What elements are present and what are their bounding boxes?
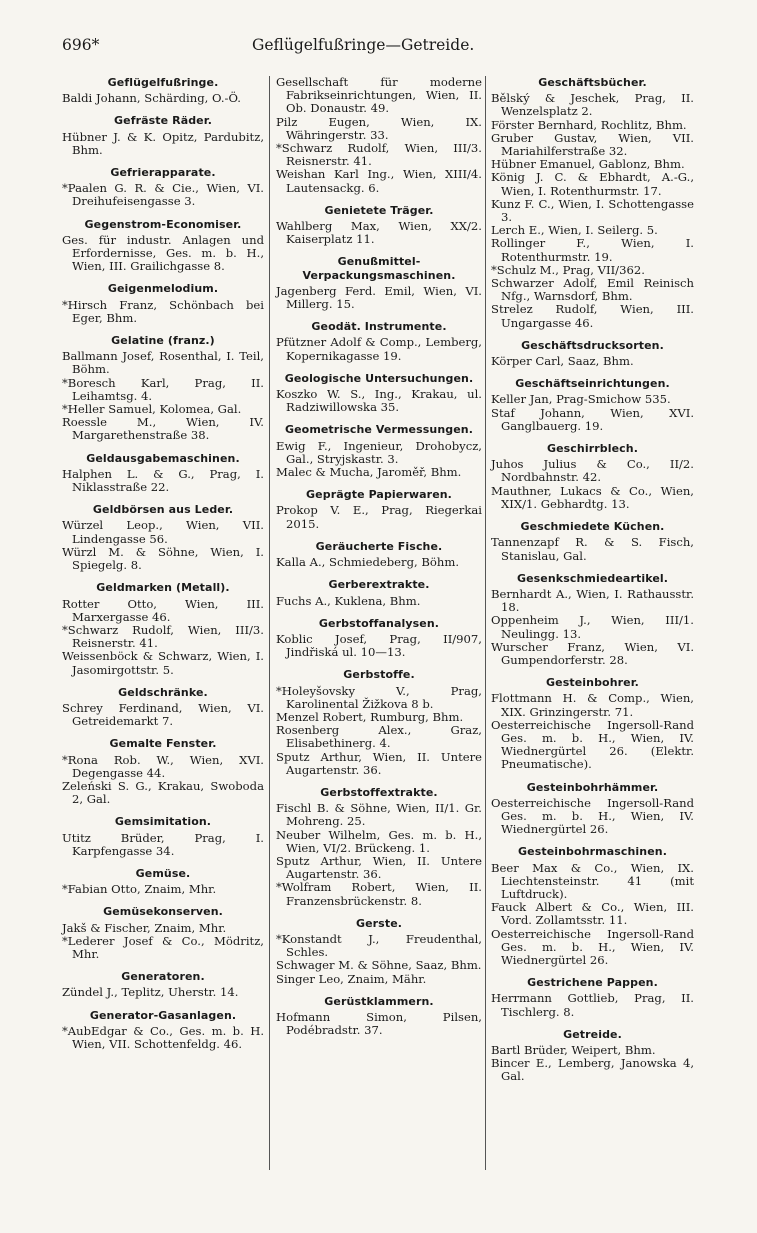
directory-entry: *Schwarz Rudolf, Wien, III/3. Reisnerstr. 41. [62, 622, 264, 651]
section-heading: Geschäftseinrichtungen. [515, 377, 670, 391]
directory-entry: Schrey Ferdinand, Wien, VI. Getreidemarkt 7. [62, 700, 264, 729]
directory-entry: Oesterreichische Ingersoll-Rand Ges. m. b. H., Wien, IV. Wiednergürtel 26. [491, 926, 694, 967]
directory-entry: Hübner Emanuel, Gablonz, Bhm. [491, 157, 685, 172]
directory-section [276, 320, 482, 363]
directory-entry: Flottmann H. & Comp., Wien, XIX. Grinzingerstr. 71. [491, 691, 694, 719]
directory-entry: Ewig F., Ingenieur, Drohobycz, Gal., Stryjskastr. 3. [276, 438, 482, 466]
column-divider [269, 76, 270, 1170]
directory-section [276, 488, 482, 531]
section-heading: Gerbstoffe. [343, 668, 415, 682]
directory-entry: Menzel Robert, Rumburg, Bhm. [276, 709, 464, 724]
directory-section [62, 1009, 264, 1052]
directory-entry: Koszko W. S., Ing., Krakau, ul. Radziwillowska 35. [276, 387, 482, 415]
directory-entry: Gesellschaft für moderne Fabrikseinrichtungen, Wien, II. Ob. Donaustr. 49. [276, 75, 482, 116]
page-number: 696* [62, 36, 100, 54]
directory-entry: *AubEdgar & Co., Ges. m. b. H. Wien, VII. Schottenfeldg. 46. [62, 1023, 264, 1051]
page-title: Geflügelfußringe—Getreide. [252, 36, 475, 54]
directory-entry: *Schwarz Rudolf, Wien, III/3. Reisnerstr. 41. [276, 141, 482, 169]
directory-section [276, 204, 482, 247]
directory-section [491, 1028, 694, 1084]
section-heading: Gemüsekonserven. [103, 905, 223, 919]
directory-entry: *Lederer Josef & Co., Mödritz, Mhr. [62, 933, 264, 961]
directory-entry: Schwager M. & Söhne, Saaz, Bhm. [276, 958, 482, 973]
directory-entry: Hofmann Simon, Pilsen, Podébradstr. 37. [276, 1009, 482, 1038]
directory-section [62, 737, 264, 806]
directory-section [62, 815, 264, 858]
directory-section [276, 786, 482, 908]
directory-entry: *Boresch Karl, Prag, II. Leihamtsg. 4. [62, 375, 264, 403]
directory-section [276, 540, 482, 569]
directory-entry: Malec & Mucha, Jaroměř, Bhm. [276, 465, 462, 480]
directory-entry: Beer Max & Co., Wien, IX. Liechtensteinstr. 41 (mit Luftdruck). [491, 860, 694, 901]
directory-entry: Neuber Wilhelm, Ges. m. b. H., Wien, VI/2. Brückeng. 1. [276, 827, 482, 855]
page-header [62, 36, 482, 60]
directory-entry: Kalla A., Schmiedeberg, Böhm. [276, 555, 460, 570]
section-heading: Gesteinbohrer. [546, 676, 639, 690]
directory-entry: Singer Leo, Znaim, Mähr. [276, 971, 427, 986]
directory-section [491, 976, 694, 1019]
section-heading: Gemüse. [135, 866, 191, 880]
directory-section [276, 255, 482, 311]
directory-entry: Würzel Leop., Wien, VII. Lindengasse 56. [62, 518, 264, 546]
directory-entry: Wurscher Franz, Wien, VI. Gumpendorferstr. 28. [491, 639, 694, 667]
directory-entry: *Hirsch Franz, Schönbach bei Eger, Bhm. [62, 297, 264, 325]
section-heading: Genietete Träger. [324, 203, 434, 217]
section-heading: Gefräste Räder. [114, 114, 212, 128]
directory-entry: Sputz Arthur, Wien, II. Untere Augartenstr. 36. [276, 853, 482, 882]
directory-section [491, 845, 694, 967]
section-heading: Geldschränke. [118, 685, 208, 699]
section-heading: Gesteinbohrhämmer. [526, 780, 659, 794]
directory-entry: Körper Carl, Saaz, Bhm. [491, 354, 634, 369]
directory-entry: Sputz Arthur, Wien, II. Untere Augartenstr. 36. [276, 749, 482, 777]
directory-entry: Tannenzapf R. & S. Fisch, Stanislau, Gal. [491, 535, 694, 563]
directory-entry: Strelez Rudolf, Wien, III. Ungargasse 46. [491, 302, 694, 330]
directory-entry: Roessle M., Wien, IV. Margarethenstraße 38. [62, 415, 264, 443]
directory-entry: Jagenberg Ferd. Emil, Wien, VI. Millerg. 15. [276, 283, 482, 312]
directory-entry: Ges. für industr. Anlagen und Erfordernisse, Ges. m. b. H., Wien, III. Grailichgasse 8. [62, 232, 264, 274]
directory-entry: Mauthner, Lukacs & Co., Wien, XIX/1. Gebhardtg. 13. [491, 483, 694, 511]
section-heading: Geschirrblech. [546, 442, 639, 456]
directory-entry: Fuchs A., Kuklena, Bhm. [276, 593, 421, 608]
directory-entry: Schwarzer Adolf, Emil Reinisch Nfg., Warnsdorf, Bhm. [491, 276, 694, 304]
directory-entry: Ballmann Josef, Rosenthal, I. Teil, Böhm. [62, 349, 264, 377]
column-3 [491, 76, 694, 1093]
directory-entry: König J. C. & Ebhardt, A.-G., Wien, I. Rotenthurmstr. 17. [491, 170, 694, 198]
directory-section [491, 377, 694, 433]
section-heading: Geometrische Vermessungen. [284, 423, 474, 437]
section-heading: Geldausgabemaschinen. [86, 451, 240, 465]
column-1 [62, 76, 264, 1060]
directory-entry: Förster Bernhard, Rochlitz, Bhm. [491, 117, 687, 132]
directory-section [276, 76, 482, 195]
section-heading: Geologische Untersuchungen. [284, 371, 474, 385]
directory-entry: Rollinger F., Wien, I. Rotenthurmstr. 19. [491, 236, 694, 264]
section-heading: Geprägte Papierwaren. [306, 488, 452, 502]
section-heading: Gerste. [355, 916, 403, 930]
directory-entry: Bincer E., Lemberg, Janowska 4, Gal. [491, 1056, 694, 1084]
directory-entry: Juhos Julius & Co., II/2. Nordbahnstr. 42. [491, 457, 694, 485]
section-heading: Getreide. [563, 1027, 622, 1041]
section-heading: Gerbstoffanalysen. [318, 616, 440, 630]
section-heading: Geschmiedete Küchen. [520, 520, 665, 534]
directory-section [62, 905, 264, 961]
directory-entry: *Holeyšovsky V., Prag, Karolinental Žižkova 8 b. [276, 683, 482, 711]
directory-entry: *Fabian Otto, Znaim, Mhr. [62, 882, 217, 897]
directory-section [491, 781, 694, 837]
directory-entry: *Heller Samuel, Kolomea, Gal. [62, 402, 242, 417]
directory-section [62, 452, 264, 495]
directory-section [491, 339, 694, 368]
directory-entry: Oesterreichische Ingersoll-Rand Ges. m. b. H., Wien, IV. Wiednergürtel 26. [491, 795, 694, 837]
section-heading: Gestrichene Pappen. [527, 976, 658, 990]
directory-section [62, 282, 264, 325]
section-heading: Geodät. Instrumente. [311, 320, 447, 334]
section-heading: Gemalte Fenster. [109, 737, 217, 751]
section-heading: Geflügelfußringe. [107, 76, 219, 89]
section-heading: Gefrierapparate. [110, 166, 216, 180]
section-heading: Gemsimitation. [114, 815, 212, 829]
directory-entry: Rosenberg Alex., Graz, Elisabethinerg. 4. [276, 723, 482, 751]
directory-section [491, 676, 694, 771]
directory-section [62, 334, 264, 443]
section-heading: Gegenstrom-Economiser. [84, 217, 242, 231]
directory-entry: *Wolfram Robert, Wien, II. Franzensbrückenstr. 8. [276, 880, 482, 908]
directory-entry: Bělský & Jeschek, Prag, II. Wenzelsplatz 2. [491, 91, 694, 119]
section-heading: Geschäftsdrucksorten. [521, 338, 664, 352]
directory-entry: Pilz Eugen, Wien, IX. Währingerstr. 33. [276, 114, 482, 142]
directory-entry: Hübner J. & K. Opitz, Pardubitz, Bhm. [62, 129, 264, 157]
section-heading: Gerüstklammern. [324, 994, 434, 1008]
directory-entry: Würzl M. & Söhne, Wien, I. Spiegelg. 8. [62, 544, 264, 573]
directory-entry: Prokop V. E., Prag, Riegerkai 2015. [276, 503, 482, 531]
directory-entry: Bernhardt A., Wien, I. Rathausstr. 18. [491, 586, 694, 615]
section-heading: Geigenmelodium. [107, 282, 219, 296]
directory-entry: Koblic Josef, Prag, II/907, Jindřiská ul. 10—13. [276, 631, 482, 660]
directory-section [62, 76, 264, 105]
section-heading: Geldmarken (Metall). [96, 581, 230, 595]
directory-entry: Wahlberg Max, Wien, XX/2. Kaiserplatz 11. [276, 219, 482, 247]
directory-section [491, 442, 694, 511]
column-divider [485, 76, 486, 1170]
directory-section [62, 503, 264, 572]
directory-section [491, 572, 694, 667]
directory-entry: Baldi Johann, Schärding, O.-Ö. [62, 91, 241, 106]
section-heading: Gesteinbohrmaschinen. [518, 845, 667, 859]
section-heading: Geldbörsen aus Leder. [92, 503, 234, 517]
section-heading: Gerbstoffextrakte. [320, 785, 438, 799]
directory-entry: Pfützner Adolf & Comp., Lemberg, Kopernikagasse 19. [276, 335, 482, 363]
directory-section [276, 917, 482, 986]
directory-section [276, 995, 482, 1038]
directory-entry: Herrmann Gottlieb, Prag, II. Tischlerg. 8. [491, 991, 694, 1019]
directory-entry: Jakš & Fischer, Znaim, Mhr. [62, 920, 227, 935]
section-heading: Genußmittel-Verpackungsmaschinen. [302, 255, 456, 282]
directory-entry: Bartl Brüder, Weipert, Bhm. [491, 1043, 656, 1057]
directory-entry: Fauck Albert & Co., Wien, III. Vord. Zollamtsstr. 11. [491, 900, 694, 928]
directory-section [276, 668, 482, 777]
directory-entry: *Rona Rob. W., Wien, XVI. Degengasse 44. [62, 752, 264, 780]
section-heading: Generator-Gasanlagen. [89, 1008, 237, 1022]
directory-section [276, 372, 482, 415]
directory-section [276, 578, 482, 607]
section-heading: Gelatine (franz.) [111, 334, 215, 348]
directory-entry: Kunz F. C., Wien, I. Schottengasse 3. [491, 196, 694, 225]
directory-entry: *Schulz M., Prag, VII/362. [491, 262, 645, 277]
directory-entry: Weissenböck & Schwarz, Wien, I. Jasomirgottstr. 5. [62, 649, 264, 677]
directory-entry: *Paalen G. R. & Cie., Wien, VI. Dreihufeisengasse 3. [62, 181, 264, 209]
directory-section [276, 617, 482, 660]
directory-section [491, 76, 694, 330]
directory-section [62, 867, 264, 896]
directory-entry: Keller Jan, Prag-Smichow 535. [491, 392, 671, 407]
section-heading: Generatoren. [121, 970, 205, 984]
directory-entry: Zündel J., Teplitz, Uherstr. 14. [62, 985, 239, 1000]
section-heading: Gesenkschmiedeartikel. [516, 571, 669, 585]
directory-section [62, 581, 264, 676]
directory-entry: Lerch E., Wien, I. Seilerg. 5. [491, 223, 658, 238]
section-heading: Geschäftsbücher. [538, 76, 647, 89]
column-2 [276, 76, 482, 1046]
section-heading: Gerberextrakte. [328, 578, 430, 592]
directory-entry: Staf Johann, Wien, XVI. Ganglbauerg. 19. [491, 405, 694, 433]
directory-entry: Oesterreichische Ingersoll-Rand Ges. m. b. H., Wien, IV. Wiednergürtel 26. (Elektr. Pneumatische). [491, 717, 694, 772]
directory-entry: Gruber Gustav, Wien, VII. Mariahilferstraße 32. [491, 130, 694, 159]
directory-entry: *Konstandt J., Freudenthal, Schles. [276, 931, 482, 960]
directory-section [62, 686, 264, 729]
directory-entry: Weishan Karl Ing., Wien, XIII/4. Lautensackg. 6. [276, 167, 482, 195]
directory-section [62, 218, 264, 274]
directory-entry: Utitz Brüder, Prag, I. Karpfengasse 34. [62, 830, 264, 858]
directory-entry: Rotter Otto, Wien, III. Marxergasse 46. [62, 596, 264, 624]
directory-section [62, 114, 264, 157]
directory-section [62, 166, 264, 209]
directory-section [276, 423, 482, 479]
directory-entry: Oppenheim J., Wien, III/1. Neulingg. 13. [491, 613, 694, 641]
directory-entry: Fischl B. & Söhne, Wien, II/1. Gr. Mohreng. 25. [276, 801, 482, 829]
directory-entry: Zeleński S. G., Krakau, Swoboda 2, Gal. [62, 778, 264, 807]
directory-entry: Halphen L. & G., Prag, I. Niklasstraße 22. [62, 466, 264, 495]
directory-section [62, 970, 264, 999]
section-heading: Geräucherte Fische. [315, 539, 443, 553]
directory-section [491, 520, 694, 563]
